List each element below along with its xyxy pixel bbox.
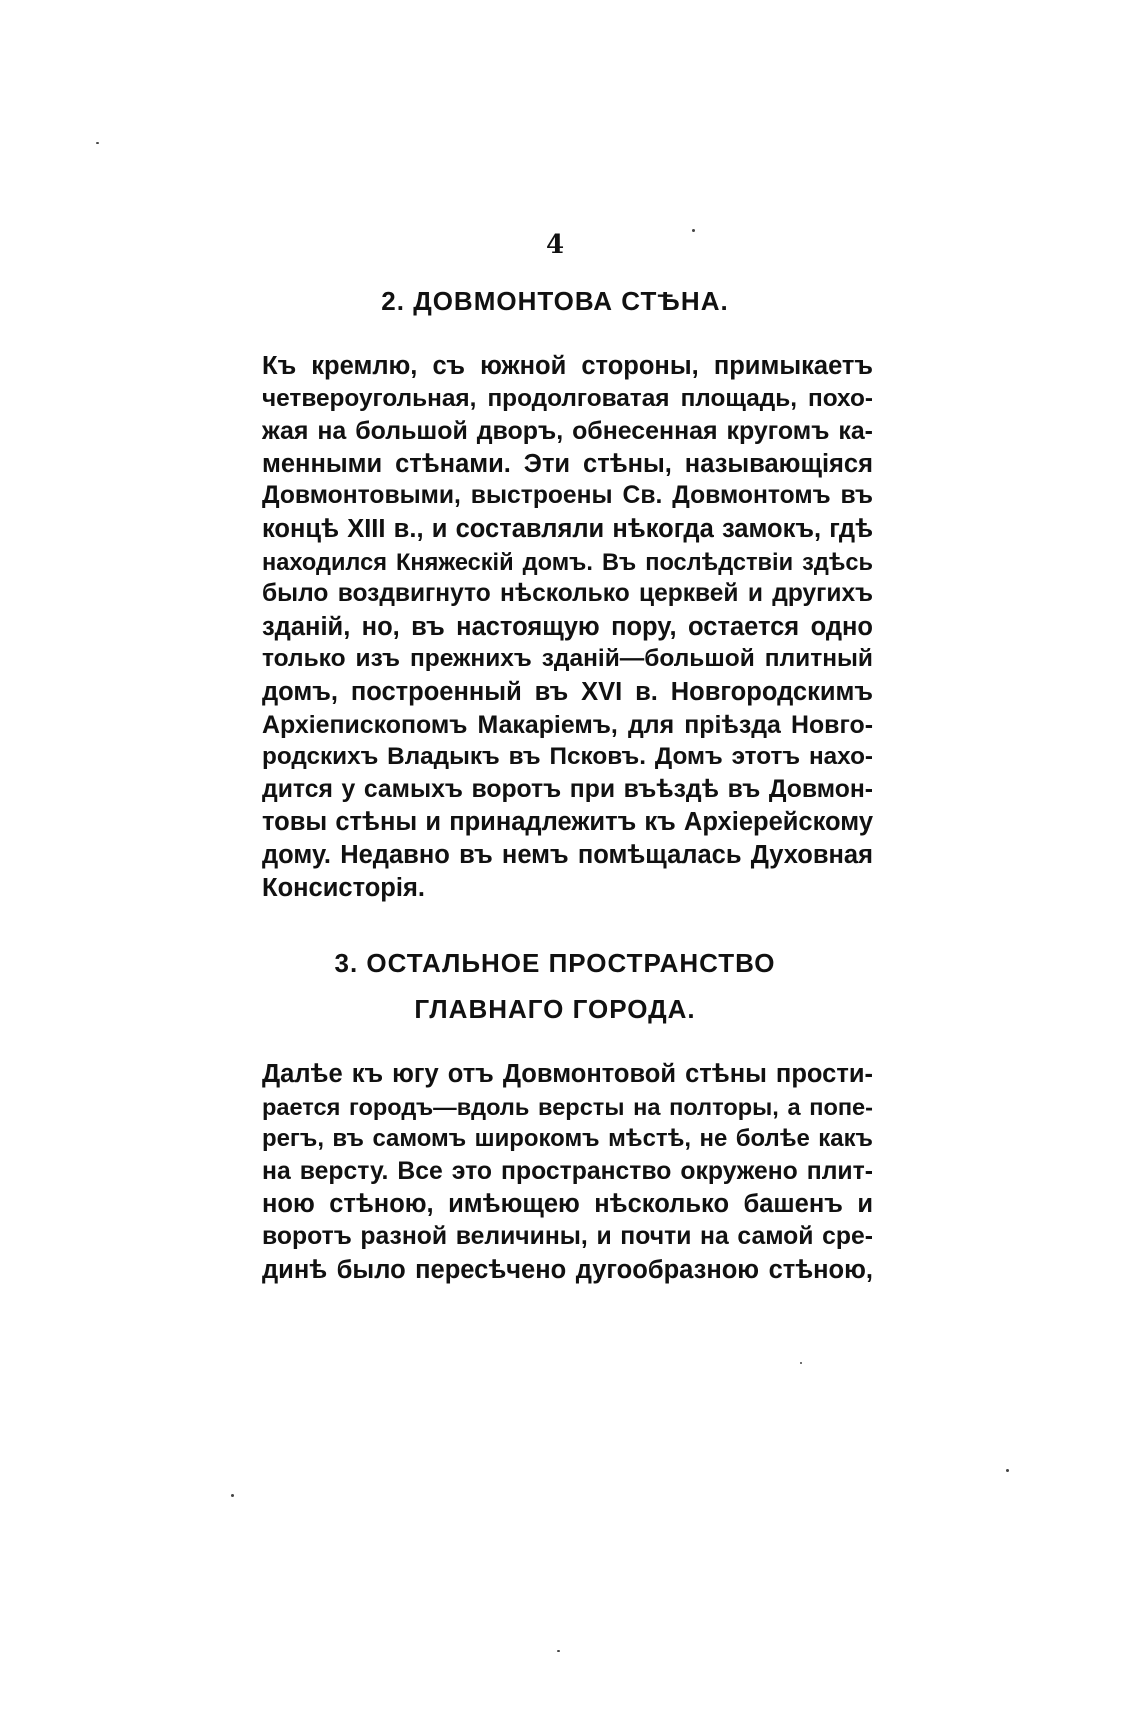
text-line: дится у самыхъ воротъ при въѣздѣ въ Довмон-: [262, 775, 873, 803]
text-line: Къ кремлю, съ южной стороны, примыкаетъ: [262, 352, 873, 380]
text-line: Далѣе къ югу отъ Довмонтовой стѣны прости-: [262, 1060, 873, 1088]
text-line: четвероугольная, продолговатая площадь, похо-: [262, 384, 873, 412]
section-3-heading-line-1: 3. ОСТАЛЬНОЕ ПРОСТРАНСТВО: [334, 948, 776, 978]
text-line: находился Княжескій домъ. Въ послѣдствіи здѣсь: [262, 548, 873, 575]
page-number: 4: [545, 230, 565, 260]
text-line: концѣ XIII в., и составляли нѣкогда замокъ, гдѣ: [262, 514, 873, 543]
scan-speck: [1006, 1469, 1009, 1472]
text-line: на версту. Все это пространство окружено плит-: [262, 1157, 873, 1185]
text-line: родскихъ Владыкъ въ Псковъ. Домъ этотъ нахо-: [262, 743, 873, 771]
scan-speck: [800, 1362, 802, 1364]
text-line: динѣ было пересѣчено дугообразною стѣною,: [262, 1255, 873, 1284]
section-2-heading: 2. ДОВМОНТОВА СТѢНА.: [381, 286, 729, 316]
text-line: дому. Недавно въ немъ помѣщалась Духовная: [262, 840, 873, 869]
text-line: Архіепископомъ Макаріемъ, для пріѣзда Новго-: [262, 710, 873, 739]
text-line: регъ, въ самомъ широкомъ мѣстѣ, не болѣе какъ: [262, 1125, 873, 1153]
text-line: было воздвигнуто нѣсколько церквей и другихъ: [262, 580, 873, 608]
scan-speck: [557, 1650, 560, 1652]
section-2-paragraph: [262, 350, 873, 904]
scan-speck: [231, 1494, 234, 1497]
text-line: воротъ разной величины, и почти на самой сре-: [262, 1222, 873, 1250]
text-line: домъ, построенный въ XVI в. Новгородскимъ: [262, 677, 873, 706]
text-line: менными стѣнами. Эти стѣны, называющіяся: [262, 449, 873, 478]
text-line: только изъ прежнихъ зданій—большой плитный: [262, 645, 873, 673]
scan-speck: [96, 142, 99, 144]
section-3-heading-line-2: ГЛАВНАГО ГОРОДА.: [414, 994, 696, 1024]
section-3-paragraph: [262, 1058, 873, 1286]
text-line: Консисторія.: [262, 873, 425, 902]
text-line: Довмонтовыми, выстроены Св. Довмонтомъ въ: [262, 482, 873, 510]
text-line: товы стѣны и принадлежитъ къ Архіерейскому: [262, 808, 873, 837]
text-line: жая на большой дворъ, обнесенная кругомъ ка-: [262, 417, 873, 446]
text-line: рается городъ—вдоль версты на полторы, а попе-: [262, 1093, 873, 1120]
text-line: зданій, но, въ настоящую пору, остается одно: [262, 612, 873, 641]
text-line: ною стѣною, имѣющею нѣсколько башенъ и: [262, 1190, 873, 1219]
scan-speck: [692, 229, 695, 232]
